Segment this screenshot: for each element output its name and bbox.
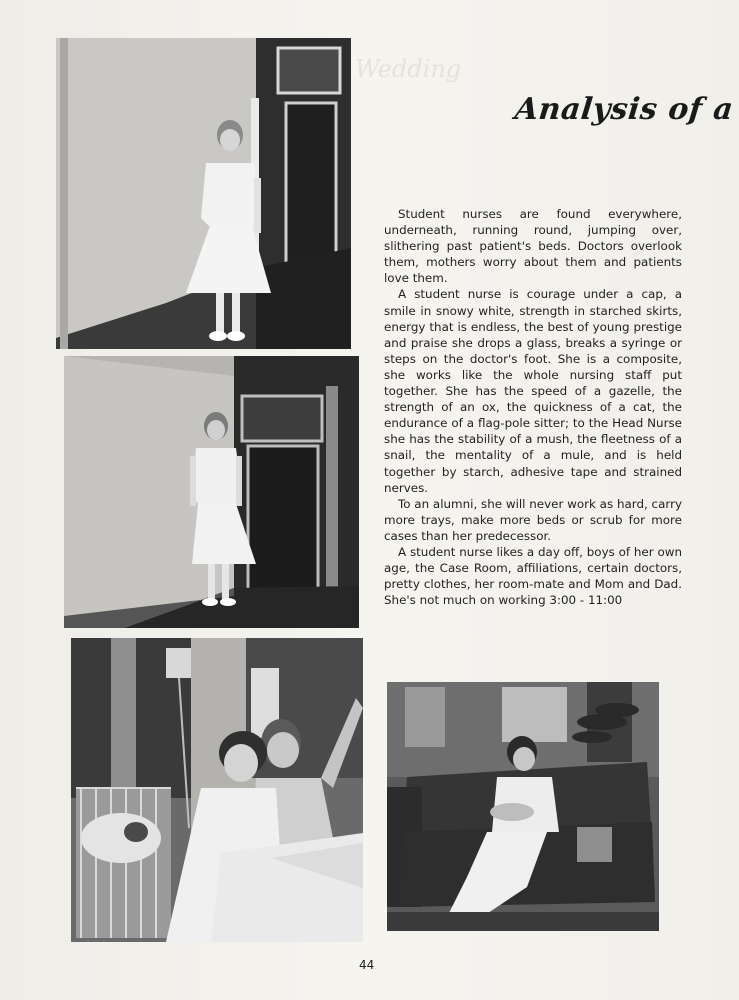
photo-nurse-walking-image <box>56 38 351 349</box>
photo-nurse-on-couch-image <box>387 682 659 931</box>
article-text <box>384 206 682 608</box>
page-number: 44 <box>359 958 375 972</box>
paragraph: A student nurse is courage under a cap, a smile in snowy white, strength in starched skirts, energy that is endless, the best of young prestige and praise she drops a glass, breaks a syringe or steps on the doctor's foot. She is a composite, she works like the whole nursing staff put together. She has the speed of a gazelle, the strength of an ox, the quickness of a cat, the endurance of a flag-pole sitter; to the Head Nurse she has the stability of a mush, the fleetness of a snail, the mentality of a mule, and is held together by starch, adhesive tape and strained nerves. <box>384 287 682 495</box>
photo-nurse-on-couch <box>387 682 659 931</box>
photo-nurse-with-patient <box>71 638 363 942</box>
paragraph: A student nurse likes a day off, boys of her own age, the Case Room, affiliations, certain doctors, pretty clothes, her room-mate and Mom and Dad. She's not much on working 3:00 - 11:00 <box>384 544 682 608</box>
paragraph: Student nurses are found everywhere, underneath, running round, jumping over, slithering past patient's beds. Doctors overlook them, mothers worry about them and patients love them. <box>384 207 682 286</box>
photo-nurse-standing-hallway <box>64 356 359 628</box>
paragraph: To an alumni, she will never work as hard, carry more trays, make more beds or scrub for more cases than her predecessor. <box>384 496 682 543</box>
photo-nurse-walking-hallway <box>56 38 351 349</box>
photo-nurse-standing-image <box>64 356 359 628</box>
page-heading: Analysis of a <box>513 92 736 127</box>
bleed-through-text: Wedding <box>355 55 462 83</box>
photo-nurse-with-patient-image <box>71 638 363 942</box>
